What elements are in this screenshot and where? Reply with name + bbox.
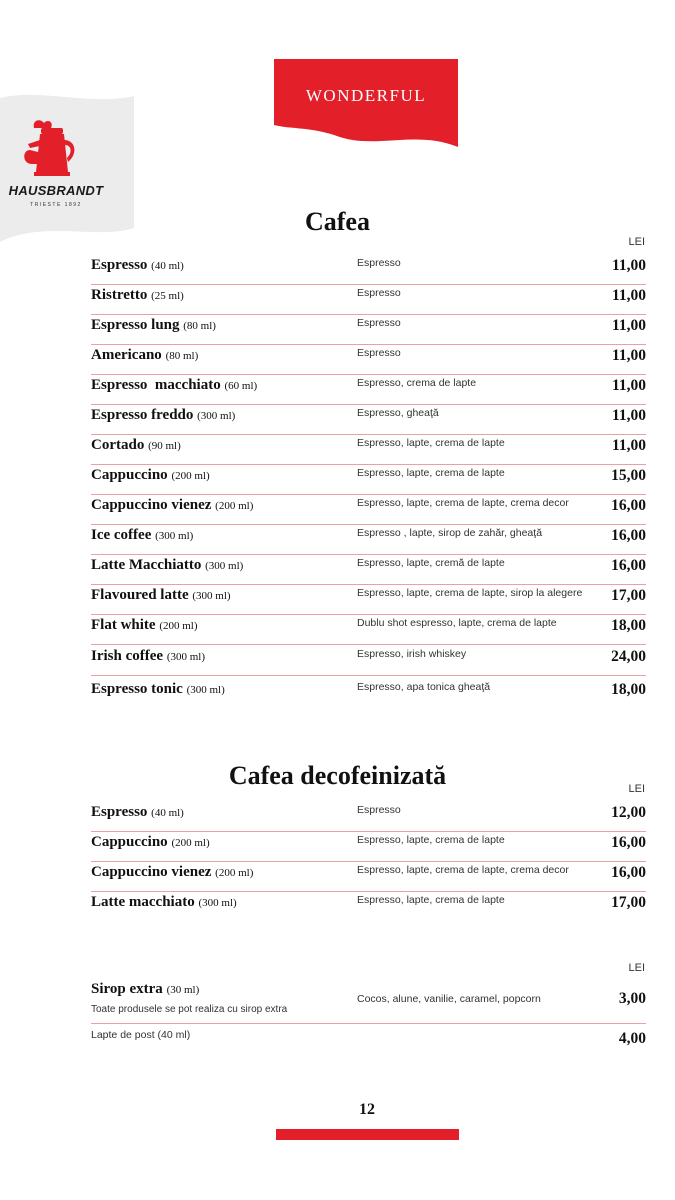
item-price: 16,00 — [611, 527, 646, 544]
currency-label-cafea: LEI — [628, 236, 645, 248]
item-price: 11,00 — [611, 377, 646, 394]
menu-item — [91, 464, 646, 495]
menu-item — [91, 584, 646, 615]
item-description: Espresso — [357, 257, 401, 269]
menu-item — [91, 404, 646, 435]
item-name: Cappuccino (200 ml) — [91, 834, 210, 850]
menu-item — [91, 831, 646, 862]
item-volume: (300 ml) — [166, 651, 206, 663]
page-number: 12 — [359, 1101, 375, 1118]
item-description: Espresso — [357, 317, 401, 329]
menu-item — [91, 314, 646, 345]
item-volume: (200 ml) — [159, 620, 198, 632]
item-price: 3,00 — [618, 990, 646, 1007]
currency-label-decaf: LEI — [628, 783, 645, 795]
item-name: Espresso lung (80 ml) — [91, 317, 216, 333]
item-name: Cappuccino (200 ml) — [91, 467, 210, 483]
footer-accent-bar — [276, 1129, 459, 1140]
item-volume: (80 ml) — [183, 320, 216, 332]
item-name: Cappuccino vienez (200 ml) — [91, 497, 254, 513]
menu-item-syrup — [91, 980, 646, 1024]
menu-item — [91, 434, 646, 465]
item-price: 18,00 — [611, 617, 646, 634]
item-price: 17,00 — [611, 587, 646, 604]
menu-item — [91, 344, 646, 375]
menu-item — [91, 374, 646, 405]
item-description: Espresso, lapte, crema de lapte — [357, 834, 505, 846]
item-volume: (90 ml) — [148, 440, 181, 452]
item-note: Toate produsele se pot realiza cu sirop extra — [91, 1004, 288, 1015]
hausbrandt-wordmark: HAUSBRANDT — [8, 183, 104, 198]
item-price: 16,00 — [611, 864, 646, 881]
menu-item — [91, 614, 646, 645]
item-volume: (300 ml) — [192, 590, 231, 602]
menu-item — [91, 861, 646, 892]
hausbrandt-tagline: TRIESTE 1892 — [30, 202, 82, 208]
item-name: Latte macchiato (300 ml) — [91, 894, 237, 910]
item-description: Espresso — [357, 804, 401, 816]
item-volume: (300 ml) — [155, 530, 194, 542]
item-description: Espresso, lapte, crema de lapte — [357, 894, 505, 906]
item-name: Americano (80 ml) — [91, 347, 199, 363]
item-price: 11,00 — [611, 287, 646, 304]
item-name: Flat white (200 ml) — [91, 617, 198, 633]
item-name: Espresso tonic (300 ml) — [91, 681, 225, 697]
item-volume: (80 ml) — [165, 350, 199, 362]
menu-item — [91, 801, 646, 832]
menu-item — [91, 678, 646, 708]
item-description: Espresso, crema de lapte — [357, 377, 477, 389]
item-volume: (300 ml) — [198, 897, 237, 909]
section-title-decaf: Cafea decofeinizată — [228, 761, 447, 790]
item-volume: (200 ml) — [215, 867, 254, 879]
menu-item — [91, 494, 646, 525]
item-description: Espresso — [357, 347, 401, 359]
item-volume: (30 ml) — [166, 984, 200, 996]
item-name: Espresso (40 ml) — [91, 804, 184, 820]
item-name: Ice coffee (300 ml) — [91, 527, 194, 543]
item-volume: (300 ml) — [186, 684, 225, 696]
item-description: Espresso, lapte, crema de lapte — [357, 437, 505, 449]
item-description: Dublu shot espresso, lapte, crema de lapte — [357, 617, 557, 629]
menu-item — [91, 554, 646, 585]
item-name: Espresso (40 ml) — [91, 257, 184, 273]
item-volume: (300 ml) — [205, 560, 244, 572]
item-description: Espresso, gheaţă — [357, 407, 439, 419]
currency-label-extras: LEI — [628, 962, 645, 974]
item-price: 11,00 — [611, 347, 646, 364]
item-description: Espresso , lapte, sirop de zahăr, gheaţă — [357, 527, 543, 539]
item-volume: (200 ml) — [171, 837, 210, 849]
item-name: Flavoured latte (300 ml) — [91, 587, 231, 603]
menu-item — [91, 284, 646, 315]
item-description: Espresso, lapte, cremă de lapte — [357, 557, 505, 569]
item-price: 16,00 — [611, 497, 646, 514]
item-description: Espresso, lapte, crema de lapte — [357, 467, 505, 479]
item-price: 4,00 — [618, 1030, 646, 1047]
item-description: Espresso, lapte, crema de lapte, crema decor — [357, 497, 569, 509]
menu-item — [91, 891, 646, 921]
item-description: Espresso, lapte, crema de lapte, sirop la alegere — [357, 587, 583, 599]
item-volume: (300 ml) — [197, 410, 236, 422]
item-name: Cortado (90 ml) — [91, 437, 181, 453]
item-price: 11,00 — [611, 407, 646, 424]
item-name: Irish coffee (300 ml) — [91, 648, 206, 664]
menu-item — [91, 254, 646, 285]
item-price: 16,00 — [611, 834, 646, 851]
item-name: Cappuccino vienez (200 ml) — [91, 864, 254, 880]
wonderful-logo-text: WONDERFUL — [305, 86, 427, 105]
section-title-cafea: Cafea — [305, 207, 370, 236]
menu-item-lapte-post — [91, 1026, 646, 1056]
item-name: Lapte de post (40 ml) — [91, 1029, 191, 1041]
item-price: 11,00 — [611, 317, 646, 334]
item-price: 24,00 — [611, 648, 646, 665]
item-volume: (200 ml) — [215, 500, 254, 512]
item-price: 11,00 — [611, 437, 646, 454]
item-volume: (60 ml) — [224, 380, 258, 392]
menu-item — [91, 524, 646, 555]
item-name: Latte Macchiatto (300 ml) — [91, 557, 244, 573]
item-name: Espresso freddo (300 ml) — [91, 407, 236, 423]
item-volume: (40 ml) — [151, 807, 184, 819]
item-price: 17,00 — [611, 894, 646, 911]
item-volume: (40 ml) — [151, 260, 184, 272]
menu-item — [91, 645, 646, 676]
item-volume: (200 ml) — [171, 470, 210, 482]
item-description: Espresso, apa tonica gheaţă — [357, 681, 491, 693]
item-name: Espresso macchiato (60 ml) — [91, 377, 258, 393]
item-name: Ristretto (25 ml) — [91, 287, 184, 303]
item-description: Espresso, irish whiskey — [357, 648, 467, 660]
item-description: Espresso, lapte, crema de lapte, crema decor — [357, 864, 569, 876]
item-description: Espresso — [357, 287, 401, 299]
item-price: 12,00 — [611, 804, 646, 821]
item-price: 16,00 — [611, 557, 646, 574]
item-volume: (25 ml) — [151, 290, 184, 302]
item-price: 18,00 — [611, 681, 646, 698]
item-price: 15,00 — [611, 467, 646, 484]
item-price: 11,00 — [611, 257, 646, 274]
item-name: Sirop extra (30 ml) — [91, 981, 200, 997]
item-description: Cocos, alune, vanilie, caramel, popcorn — [357, 993, 541, 1005]
